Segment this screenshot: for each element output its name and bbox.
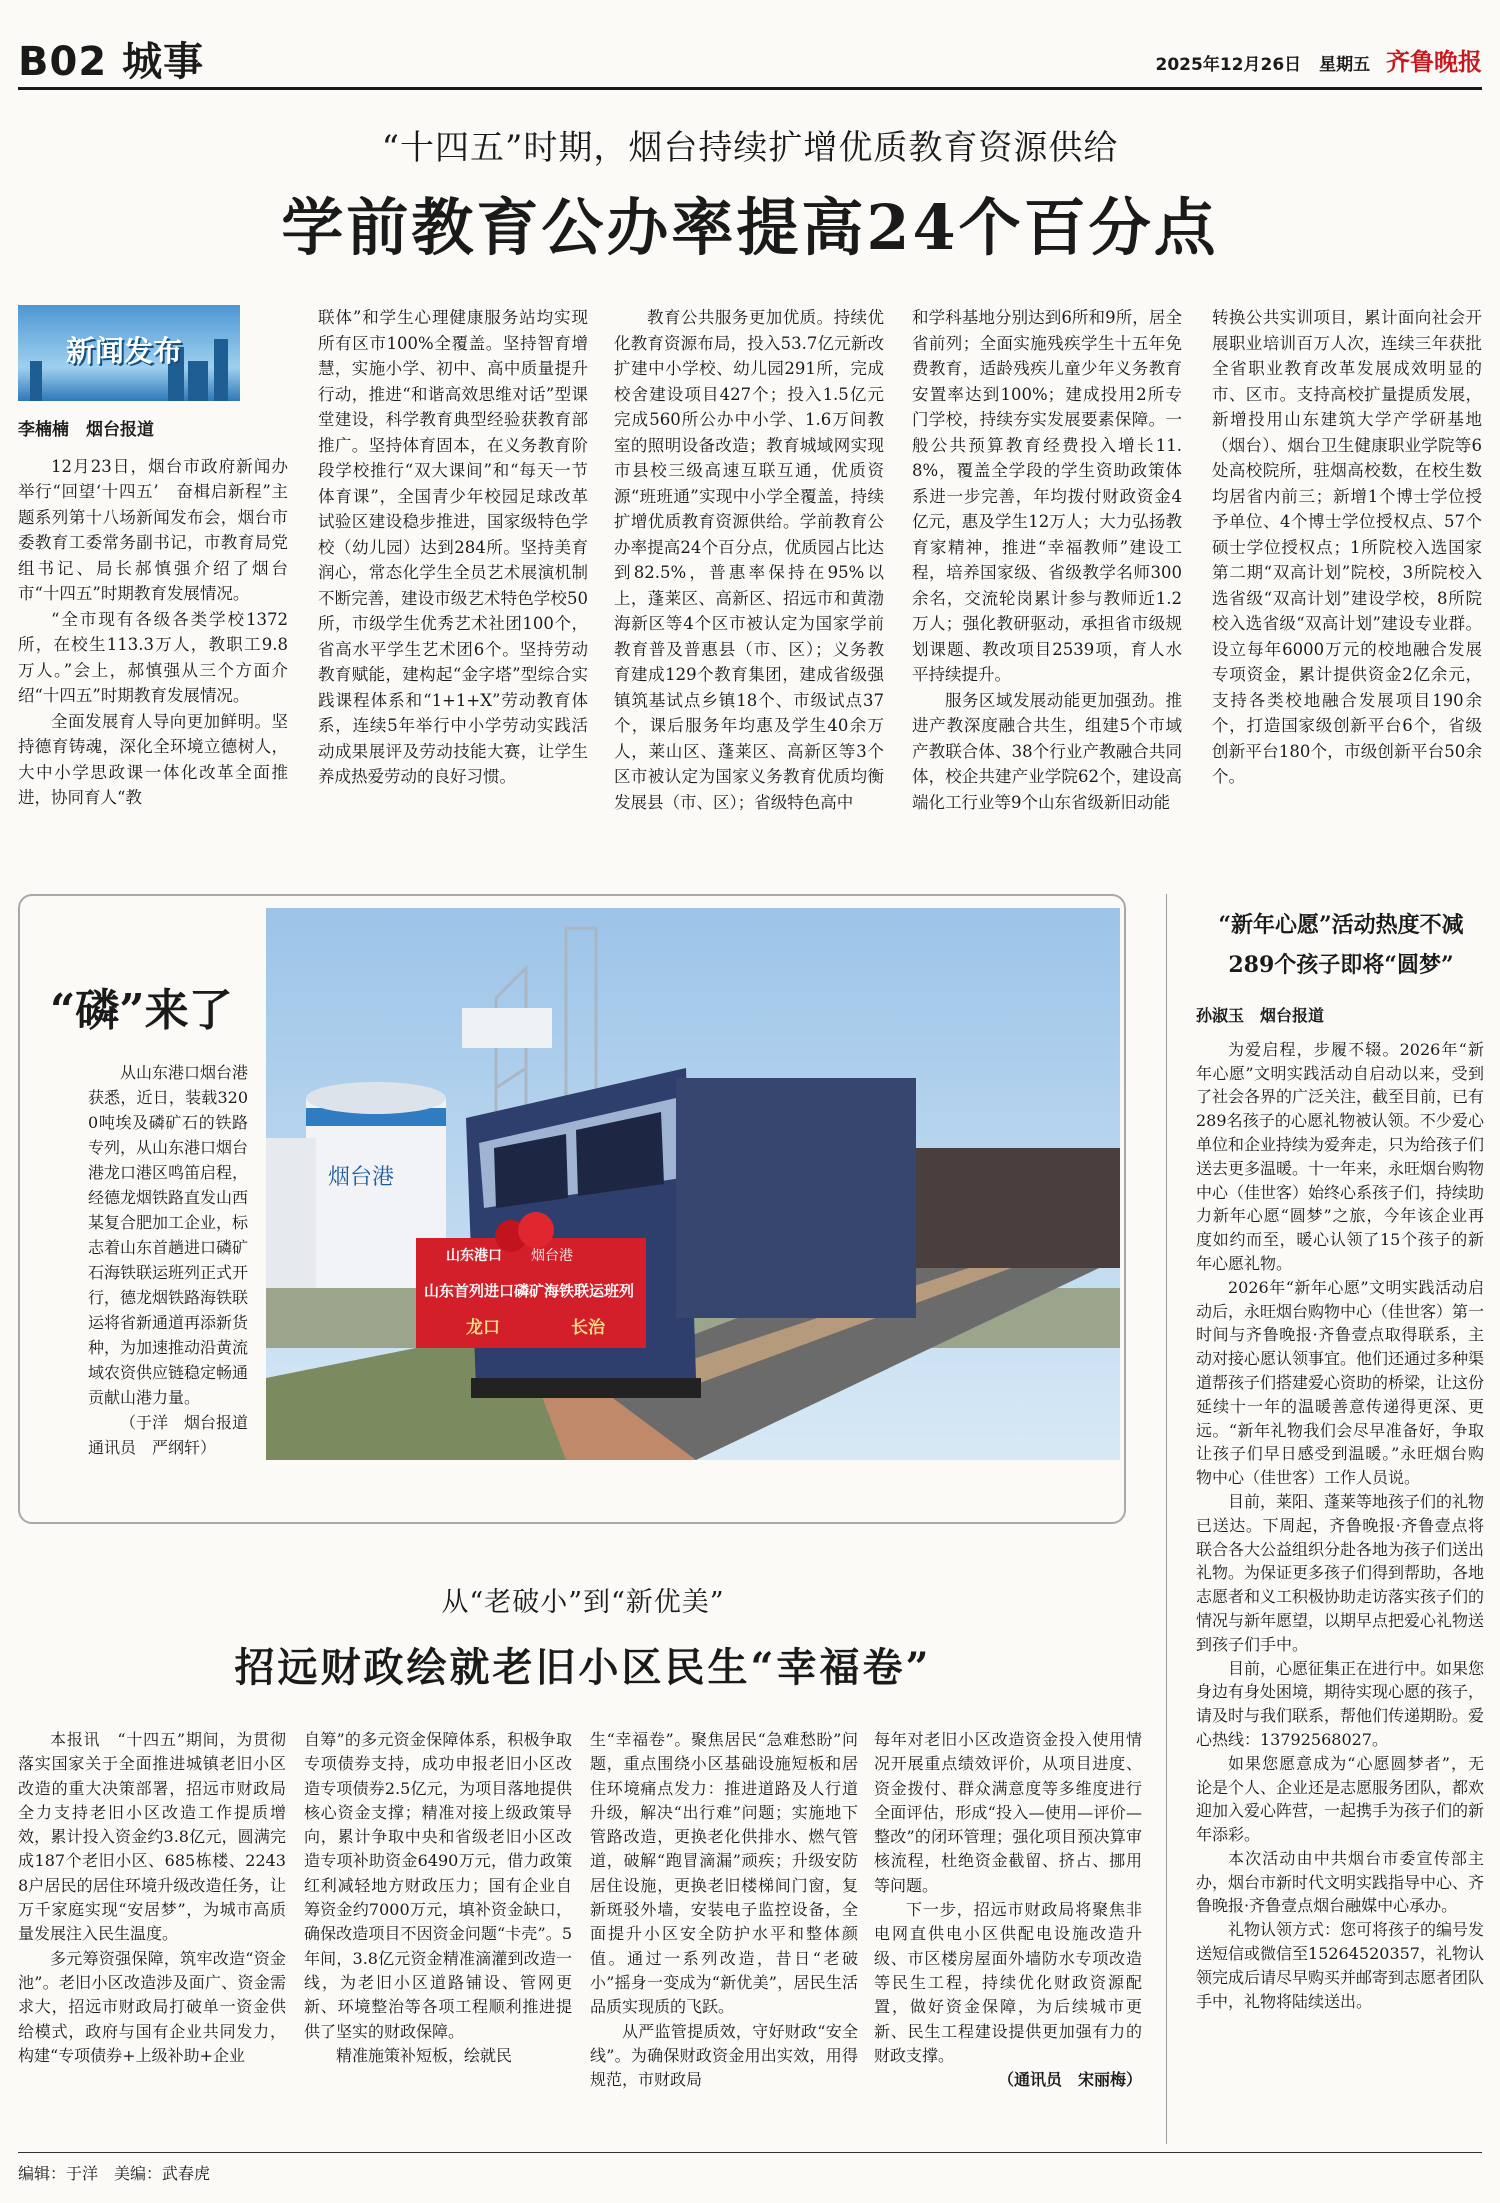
sidebar-divider [1166,894,1167,2144]
lead-paragraph: 教育公共服务更加优质。持续优化教育资源布局，投入53.7亿元新改扩建中小学校、幼儿园291所，完成校舍建设项目427个；投入1.5亿元完成560所公办中小学、1.6万间教室的照明设备改造；教育城域网实现市县校三级高速互联互通，优质资源“班班通”实现中小学全覆盖，持续扩增优质教育资源供给。学前教育公办率提高24个百分点，优质园占比达到82.5%，普惠率保持在95%以上，蓬莱区、高新区、招远市和黄渤海新区等4个区市被认定为国家学前教育普及普惠县（市、区）；义务教育建成129个教育集团，建成省级强镇筑基试点乡镇18个、市级试点37个，课后服务年均惠及学生40余万人，莱山区、蓬莱区、高新区等3个区市被认定为国家义务教育优质均衡发展县（市、区）；省级特色高中 [614,308,884,812]
banner-destination: 长治 [571,1318,605,1338]
banner-slogan: 山东首列进口磷矿海铁联运班列 [424,1282,635,1300]
lead-column-4 [912,305,1182,819]
second-column-1 [18,1728,286,2148]
banner-brand: 山东港口 [446,1248,502,1264]
sidebar-paragraph: 礼物认领方式：您可将孩子的编号发送短信或微信至15264520357，礼物认领完成后请尽早购买并邮寄到志愿者团队手中，礼物将陆续送出。 [1196,1920,1484,2011]
lead-column-5 [1212,305,1482,819]
sidebar-paragraph: 2026年“新年心愿”文明实践活动启动后，永旺烟台购物中心（佳世客）第一时间与齐鲁晚报·齐鲁壹点取得联系，主动对接心愿认领事宜。他们还通过多种渠道帮孩子们搭建爱心资助的桥梁，让这份延续十一年的温暖善意传递得更深、更远。“新年礼物我们会尽早准备好，争取让孩子们早日感受到温暖。”永旺烟台购物中心（佳世客）工作人员说。 [1196,1277,1484,1488]
page-header [18,30,1482,90]
issue-date: 2025年12月26日 [1155,55,1302,75]
lead-subtitle: “十四五”时期，烟台持续扩增优质教育资源供给 [381,128,1119,168]
page-section-label: B02 城事 [18,39,205,85]
sidebar-title-2: 289个孩子即将“圆梦” [1228,952,1454,978]
train-photo [266,908,1120,1460]
editor-credits: 编辑：于洋 美编：武春虎 [18,2164,211,2183]
train-photo-illustration [266,908,1120,1460]
second-paragraph: 每年对老旧小区改造资金投入使用情况开展重点绩效评价，从项目进度、资金拨付、群众满意度等多维度进行全面评估，形成“投入—使用—评价—整改”的闭环管理；强化项目预决算审核流程，杜绝资金截留、挤占、挪用等问题。 [874,1730,1142,1895]
news-release-label: 新闻发布 [66,334,183,368]
lead-column-1 [18,418,288,818]
second-column-4 [874,1728,1142,2148]
lead-paragraph: 12月23日，烟台市政府新闻办举行“回望‘十四五’ 奋楫启新程”主题系列第十八场新闻发布会，烟台市委教育工委常务副书记，市教育局党组书记、局长郝慎强介绍了烟台市“十四五”时期教育发展情况。 [18,456,288,603]
photo-story-title: “磷”来了 [50,985,233,1036]
lead-column-2 [318,305,588,819]
lead-paragraph: 全面发展育人导向更加鲜明。坚持德育铸魂，深化全环境立德树人，大中小学思政课一体化改革全面推进，协同育人“教 [18,711,288,807]
silo-sign: 烟台港 [328,1165,395,1190]
lead-byline: 李楠楠 烟台报道 [18,420,154,440]
lead-paragraph: 转换公共实训项目，累计面向社会开展职业培训百万人次，连续三年获批全省职业教育改革发展成效明显的市、区市。支持高校扩量提质发展，新增投用山东建筑大学产学研基地（烟台）、烟台卫生健康职业学院等6处高校院所，驻烟高校数，在校生数均居省内前三；新增1个博士学位授予单位、4个博士学位授权点、57个硕士学位授权点；1所院校入选国家第二期“双高计划”院校，3所院校入选省级“双高计划”建设学校，8所院校入选省级“双高计划”建设专业群。设立每年6000万元的校地融合发展专项资金，累计提供资金2亿余元，支持各类校地融合发展项目190余个，打造国家级创新平台6个，省级创新平台180个，市级创新平台50余个。 [1212,308,1482,786]
news-release-badge [18,305,240,401]
sidebar-column [1196,1004,1484,2144]
lead-paragraph: “全市现有各级各类学校1372所，在校生113.3万人，教职工9.8万人。”会上，郝慎强从三个方面介绍“十四五”时期教育发展情况。 [18,609,288,705]
second-paragraph: 生“幸福卷”。聚焦居民“急难愁盼”问题，重点围绕小区基础设施短板和居住环境痛点发力：推进道路及人行道升级，解决“出行难”问题；实施地下管路改造，更换老化供排水、燃气管道，破解“跑冒滴漏”顽疾；升级安防居住设施，更换老旧楼梯间门窗，复新斑驳外墙，安装电子监控设备，全面提升小区安全防护水平和整体颜值。通过一系列改造，昔日“老破小”摇身一变成为“新优美”，居民生活品质实现质的飞跃。 [590,1730,858,2017]
second-headline: 招远财政绘就老旧小区民生“幸福卷” [234,1644,932,1691]
sidebar-paragraph: 目前，心愿征集正在进行中。如果您身边有身处困境，期待实现心愿的孩子，请及时与我们联系，帮他们传递期盼。爱心热线：13792568027。 [1196,1658,1484,1749]
lead-column-3 [614,305,884,819]
lead-paragraph: 联体”和学生心理健康服务站均实现所有区市100%全覆盖。坚持智育增慧，实施小学、初中、高中质量提升行动，推进“和谐高效思维对话”型课堂建设，科学教育典型经验获教育部推广。坚持体育固本，在义务教育阶段学校推行“双大课间”和“每天一节体育课”，全国青少年校园足球改革试验区建设稳步推进，国家级特色学校（幼儿园）达到284所。坚持美育润心，常态化学生全员艺术展演机制不断完善，建设市级艺术特色学校50所，市级学生优秀艺术社团100个，省高水平学生艺术团6个。坚持劳动教育赋能，建构起“金字塔”型综合实践课程体系和“1+1+X”劳动教育体系，连续5年举行中小学劳动实践活动成果展评及劳动技能大赛，让学生养成热爱劳动的良好习惯。 [318,308,588,786]
sidebar-paragraph: 本次活动由中共烟台市委宣传部主办，烟台市新时代文明实践指导中心、齐鲁晚报·齐鲁壹点烟台融媒中心承办。 [1196,1848,1484,1916]
sidebar-paragraph: 为爱启程，步履不辍。2026年“新年心愿”文明实践活动自启动以来，受到了社会各界的广泛关注，截至目前，已有289名孩子的心愿礼物被认领。不少爱心单位和企业持续为爱奔走，只为给孩子们送去更多温暖。十一年来，永旺烟台购物中心（佳世客）始终心系孩子们，持续助力新年心愿“圆梦”之旅，今年该企业再度如约而至，暖心认领了15个孩子的新年心愿礼物。 [1196,1039,1484,1273]
second-paragraph: 从严监管提质效，守好财政“安全线”。为确保财政资金用出实效，用得规范，市财政局 [590,2021,858,2090]
lead-paragraph: 服务区域发展动能更加强劲。推进产教深度融合共生，组建5个市域产教联合体、38个行业产教融合共同体，校企共建产业学院62个，建设高端化工行业等9个山东省级新旧动能 [912,690,1182,812]
second-paragraph: 多元筹资强保障，筑牢改造“资金池”。老旧小区改造涉及面广、资金需求大，招远市财政局打破单一资金供给模式，政府与国有企业共同发力，构建“专项债券+上级补助+企业 [18,1948,286,2065]
photo-credit: 通讯员 严纲轩） [88,1438,217,1457]
second-paragraph: 本报讯 “十四五”期间，为贯彻落实国家关于全面推进城镇老旧小区改造的重大决策部署，招远市财政局全力支持老旧小区改造工作提质增效，累计投入资金约3.8亿元，圆满完成187个老旧小区、685栋楼、22438户居民的居住环境升级改造任务，让万千家庭实现“安居梦”，为城市高质量发展注入民生温度。 [18,1730,286,1944]
second-paragraph: 下一步，招远市财政局将聚焦非电网直供电小区供配电设施改造升级、市区楼房屋面外墙防水专项改造等民生工程，持续优化财政资源配置，做好资金保障，为后续城市更新、民生工程建设提供更加强有力的财政支撑。 [874,1900,1142,2065]
lead-paragraph: 和学科基地分别达到6所和9所，居全省前列；全面实施残疾学生十五年免费教育，适龄残疾儿童少年义务教育安置率达到100%；建成投用2所专门学校，持续夯实发展要素保障。一般公共预算教育经费投入增长11.8%，覆盖全学段的学生资助政策体系进一步完善，年均拨付财政资金4亿元，惠及学生12万人；大力弘扬教育家精神，推进“幸福教师”建设工程，培养国家级、省级教学名师300余名，交流轮岗累计参与教师近1.2万人；强化教研驱动，承担省市级规划课题、教改项目2539项，育人水平持续提升。 [912,308,1182,684]
footer-rule [18,2152,1482,2153]
masthead-info [1156,42,1482,77]
second-subtitle: 从“老破小”到“新优美” [441,1587,725,1618]
sidebar-paragraph: 目前，莱阳、蓬莱等地孩子们的礼物已送达。下周起，齐鲁晚报·齐鲁壹点将联合各大公益组织分赴各地为孩子们送出礼物。为保证更多孩子们得到帮助，各地志愿者和义工积极协助走访落实孩子们的情况与新年愿望，以期早点把爱心礼物送到孩子们手中。 [1196,1491,1484,1654]
sidebar-title-1: “新年心愿”活动热度不减 [1218,912,1464,938]
newspaper-brand: 齐鲁晚报 [1386,47,1482,76]
banner-origin: 龙口 [466,1318,500,1338]
second-paragraph: 自筹”的多元资金保障体系，积极争取专项债券支持，成功申报老旧小区改造专项债券2.5亿元，为项目落地提供核心资金支撑；精准对接上级政策导向，累计争取中央和省级老旧小区改造专项补助资金6490万元，借力政策红利减轻地方财政压力；国有企业自筹资金约7000万元，填补资金缺口，确保改造项目不因资金问题“卡壳”。5年间，3.8亿元资金精准滴灌到改造一线，为老旧小区道路铺设、管网更新、环境整治等各项工程顺利推进提供了坚实的财政保障。 [304,1730,572,2041]
sidebar-paragraph: 如果您愿意成为“心愿圆梦者”，无论是个人、企业还是志愿服务团队，都欢迎加入爱心阵营，一起携手为孩子们的新年添彩。 [1196,1753,1484,1845]
photo-credit: （于洋 烟台报道 [119,1413,248,1432]
banner-port: 烟台港 [531,1248,573,1264]
photo-story-text [88,1060,248,1510]
second-column-2 [304,1728,572,2148]
second-column-3 [590,1728,858,2148]
issue-weekday: 星期五 [1319,55,1371,75]
second-paragraph: 精准施策补短板，绘就民 [336,2045,513,2065]
second-credit: （通讯员 宋丽梅） [997,2070,1142,2090]
lead-headline: 学前教育公办率提高24个百分点 [281,191,1219,264]
photo-story-paragraph: 从山东港口烟台港获悉，近日，装载3200吨埃及磷矿石的铁路专列，从山东港口烟台港龙口港区鸣笛启程，经德龙烟铁路直发山西某复合肥加工企业，标志着山东首趟进口磷矿石海铁联运班列正式开行，德龙烟铁路海铁联运将省新通道再添新货种，为加速推动沿黄流域农资供应链稳定畅通贡献山港力量。 [88,1063,248,1407]
sidebar-byline: 孙淑玉 烟台报道 [1196,1006,1325,1025]
